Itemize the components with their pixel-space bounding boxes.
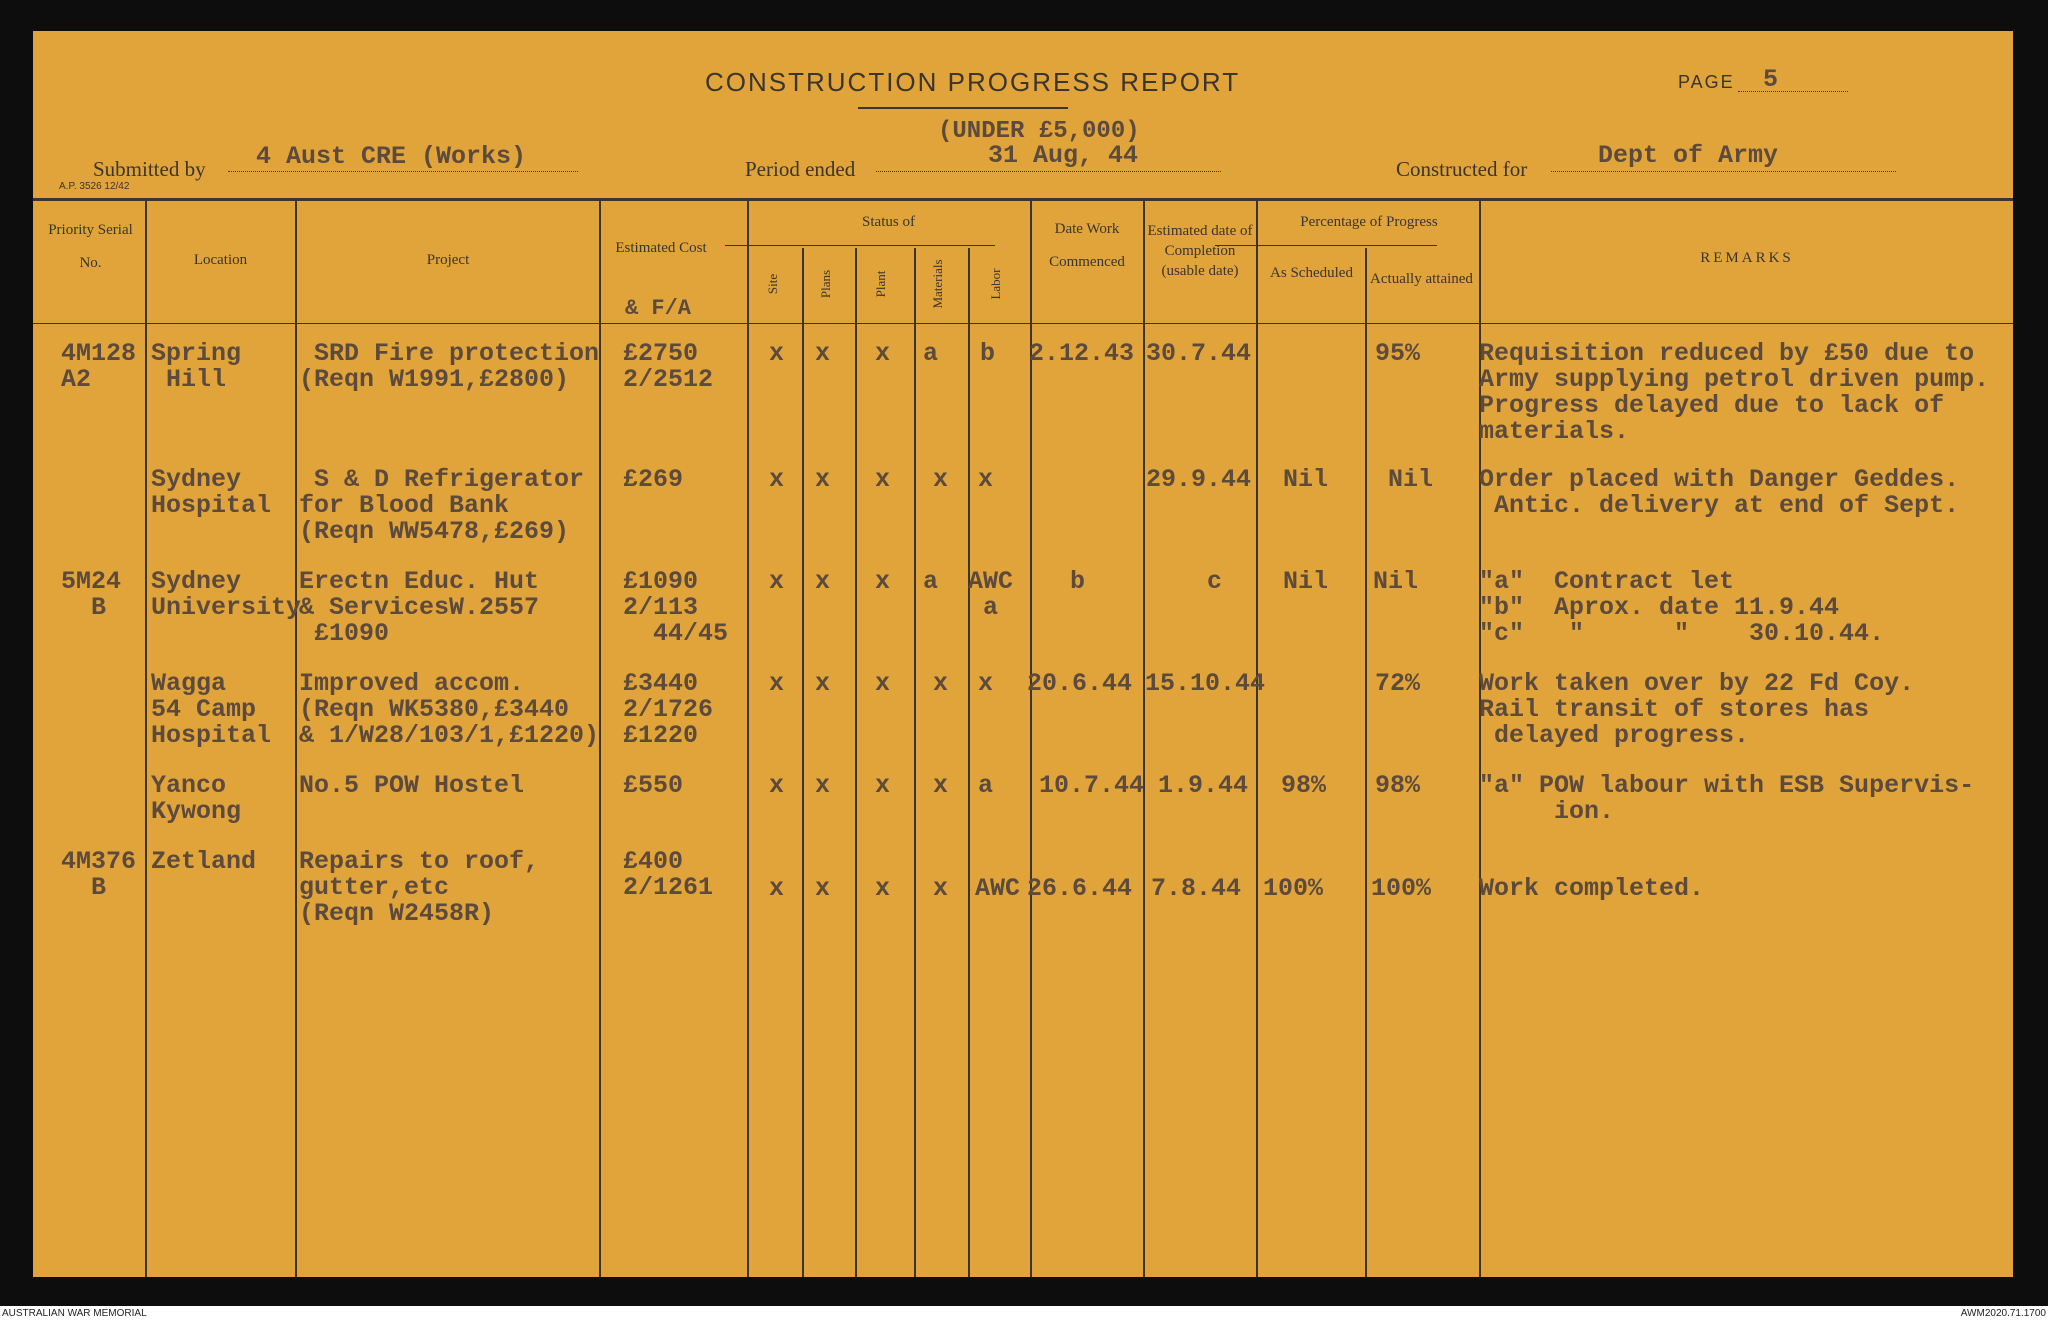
row-5-cost: £550	[623, 771, 684, 800]
row-5-materials: x	[933, 771, 949, 800]
page-label: PAGE	[1678, 72, 1735, 92]
page-number: 5	[1763, 65, 1779, 94]
row-6-plant: x	[875, 874, 891, 903]
row-4-remarks: Work taken over by 22 Fd Coy. Rail transit of stores has delayed progress.	[1479, 669, 1915, 750]
row-1-labor: b	[980, 339, 996, 368]
period-value: 31 Aug, 44	[988, 141, 1139, 170]
col-rule-1	[145, 201, 147, 1277]
row-5-attained: 98%	[1375, 771, 1421, 800]
row-3-completion: c	[1207, 567, 1223, 596]
title-underline	[858, 107, 1068, 109]
row-1-plans: x	[815, 339, 831, 368]
row-6-plans: x	[815, 874, 831, 903]
row-3-commenced: b	[1070, 567, 1086, 596]
row-1-commenced: 2.12.43	[1029, 339, 1135, 368]
report-title: CONSTRUCTION PROGRESS REPORT	[705, 67, 1241, 97]
row-6-location: Zetland	[151, 847, 257, 876]
row-4-location: Wagga 54 Camp Hospital	[151, 669, 272, 750]
page-underline	[1738, 91, 1848, 93]
row-3-labor: AWC a	[968, 567, 1014, 622]
header-plant: Plant	[873, 270, 888, 298]
header-priority: Priority Serial No.	[48, 222, 133, 271]
row-6-materials: x	[933, 874, 949, 903]
row-5-scheduled: 98%	[1281, 771, 1327, 800]
header-cost: Estimated Cost	[615, 240, 707, 256]
row-1-plant: x	[875, 339, 891, 368]
col-rule-10	[1143, 201, 1145, 1277]
row-4-site: x	[769, 669, 785, 698]
row-5-site: x	[769, 771, 785, 800]
col-rule-7	[914, 248, 916, 1277]
col-rule-4	[747, 201, 749, 1277]
row-1-remarks: Requisition reduced by £50 due to Army supplying petrol driven pump. Progress delayed due to lack of materials.	[1479, 339, 1990, 446]
row-1-materials: a	[923, 339, 939, 368]
report-form	[33, 31, 2013, 1277]
row-6-remarks: Work completed.	[1479, 874, 1705, 903]
header-actually-attained: Actually attained	[1370, 271, 1473, 287]
row-4-labor: x	[978, 669, 994, 698]
row-6-commenced: 26.6.44	[1027, 874, 1133, 903]
row-2-plant: x	[875, 465, 891, 494]
row-6-completion: 7.8.44	[1151, 874, 1242, 903]
row-6-site: x	[769, 874, 785, 903]
row-6-cost: £400 2/1261	[623, 847, 714, 902]
footer-left: AUSTRALIAN WAR MEMORIAL	[2, 1308, 147, 1319]
row-1-attained: 95%	[1375, 339, 1421, 368]
header-cost-typed: & F/A	[625, 296, 692, 321]
row-2-remarks: Order placed with Danger Geddes. Antic. delivery at end of Sept.	[1479, 465, 1960, 520]
constructed-for-value: Dept of Army	[1598, 141, 1779, 170]
row-3-scheduled: Nil	[1283, 567, 1329, 596]
row-6-project: Repairs to roof, gutter,etc (Reqn W2458R)	[299, 847, 540, 928]
row-2-scheduled: Nil	[1283, 465, 1329, 494]
row-2-attained: Nil	[1388, 465, 1434, 494]
header-bottom-rule	[33, 323, 2013, 324]
period-label: Period ended	[745, 157, 856, 181]
row-1-cost: £2750 2/2512	[623, 339, 714, 394]
col-rule-12	[1365, 248, 1367, 1277]
row-2-labor: x	[978, 465, 994, 494]
constructed-for-label: Constructed for	[1396, 157, 1528, 181]
row-6-priority: 4M376 B	[61, 847, 137, 902]
col-rule-8	[968, 248, 970, 1277]
row-2-plans: x	[815, 465, 831, 494]
header-project: Project	[426, 252, 470, 268]
row-4-materials: x	[933, 669, 949, 698]
row-1-location: Spring Hill	[151, 339, 242, 394]
row-3-remarks: "a" Contract let "b" Aprox. date 11.9.44 "c" " " 30.10.44.	[1479, 567, 1885, 648]
row-4-completion: 15.10.44	[1145, 669, 1266, 698]
row-5-plans: x	[815, 771, 831, 800]
col-rule-5	[802, 248, 804, 1277]
row-3-project: Erectn Educ. Hut & ServicesW.2557 £1090	[299, 567, 540, 648]
row-2-site: x	[769, 465, 785, 494]
row-2-cost: £269	[623, 465, 684, 494]
row-5-plant: x	[875, 771, 891, 800]
header-location: Location	[193, 252, 248, 268]
table-top-rule	[33, 198, 2013, 201]
row-3-attained: Nil	[1373, 567, 1419, 596]
row-4-commenced: 20.6.44	[1027, 669, 1133, 698]
header-materials: Materials	[930, 259, 945, 309]
form-number: A.P. 3526 12/42	[59, 181, 130, 192]
submitted-by-label: Submitted by	[93, 157, 206, 181]
row-6-labor: AWC	[975, 874, 1021, 903]
row-4-plant: x	[875, 669, 891, 698]
header-pct-progress: Percentage of Progress	[1300, 214, 1438, 230]
row-3-plant: x	[875, 567, 891, 596]
header-plans: Plans	[818, 269, 833, 299]
header-est-completion: Estimated date of Completion (usable date)	[1147, 223, 1253, 279]
row-1-priority: 4M128 A2	[61, 339, 137, 394]
col-rule-6	[855, 248, 857, 1277]
under-note: (UNDER £5,000)	[938, 118, 1140, 145]
row-3-materials: a	[923, 567, 939, 596]
row-3-location: Sydney University	[151, 567, 302, 622]
row-4-plans: x	[815, 669, 831, 698]
row-5-labor: a	[978, 771, 994, 800]
submitted-by-value: 4 Aust CRE (Works)	[256, 142, 527, 171]
row-5-remarks: "a" POW labour with ESB Supervis- ion.	[1479, 771, 1975, 826]
row-3-site: x	[769, 567, 785, 596]
row-1-site: x	[769, 339, 785, 368]
row-4-attained: 72%	[1375, 669, 1421, 698]
row-6-attained: 100%	[1371, 874, 1432, 903]
row-3-plans: x	[815, 567, 831, 596]
header-remarks: REMARKS	[1700, 250, 1794, 266]
row-2-project: S & D Refrigerator for Blood Bank (Reqn WW5478,£269)	[299, 465, 585, 546]
row-2-location: Sydney Hospital	[151, 465, 272, 520]
row-1-project: SRD Fire protection (Reqn W1991,£2800)	[299, 339, 600, 394]
row-5-location: Yanco Kywong	[151, 771, 242, 826]
row-3-priority: 5M24 B	[61, 567, 122, 622]
col-rule-3	[599, 201, 601, 1277]
row-6-scheduled: 100%	[1263, 874, 1324, 903]
col-rule-11	[1256, 201, 1258, 1277]
header-site: Site	[765, 273, 780, 295]
row-2-completion: 29.9.44	[1146, 465, 1252, 494]
row-5-project: No.5 POW Hostel	[299, 771, 525, 800]
row-4-project: Improved accom. (Reqn WK5380,£3440 & 1/W28/103/1,£1220)	[299, 669, 600, 750]
row-5-commenced: 10.7.44	[1039, 771, 1145, 800]
header-date-commenced: Date Work Commenced	[1049, 221, 1125, 270]
col-rule-2	[295, 201, 297, 1277]
submitted-by-underline	[228, 171, 578, 173]
row-2-materials: x	[933, 465, 949, 494]
footer-right: AWM2020.71.1700	[1960, 1308, 2046, 1319]
header-labor: Labor	[988, 268, 1003, 300]
constructed-for-underline	[1551, 171, 1896, 173]
row-4-cost: £3440 2/1726 £1220	[623, 669, 714, 750]
period-underline	[876, 171, 1221, 173]
header-as-scheduled: As Scheduled	[1270, 265, 1353, 281]
row-1-completion: 30.7.44	[1146, 339, 1252, 368]
row-5-completion: 1.9.44	[1158, 771, 1249, 800]
header-status-of: Status of	[862, 214, 915, 230]
row-3-cost: £1090 2/113 44/45	[623, 567, 729, 648]
